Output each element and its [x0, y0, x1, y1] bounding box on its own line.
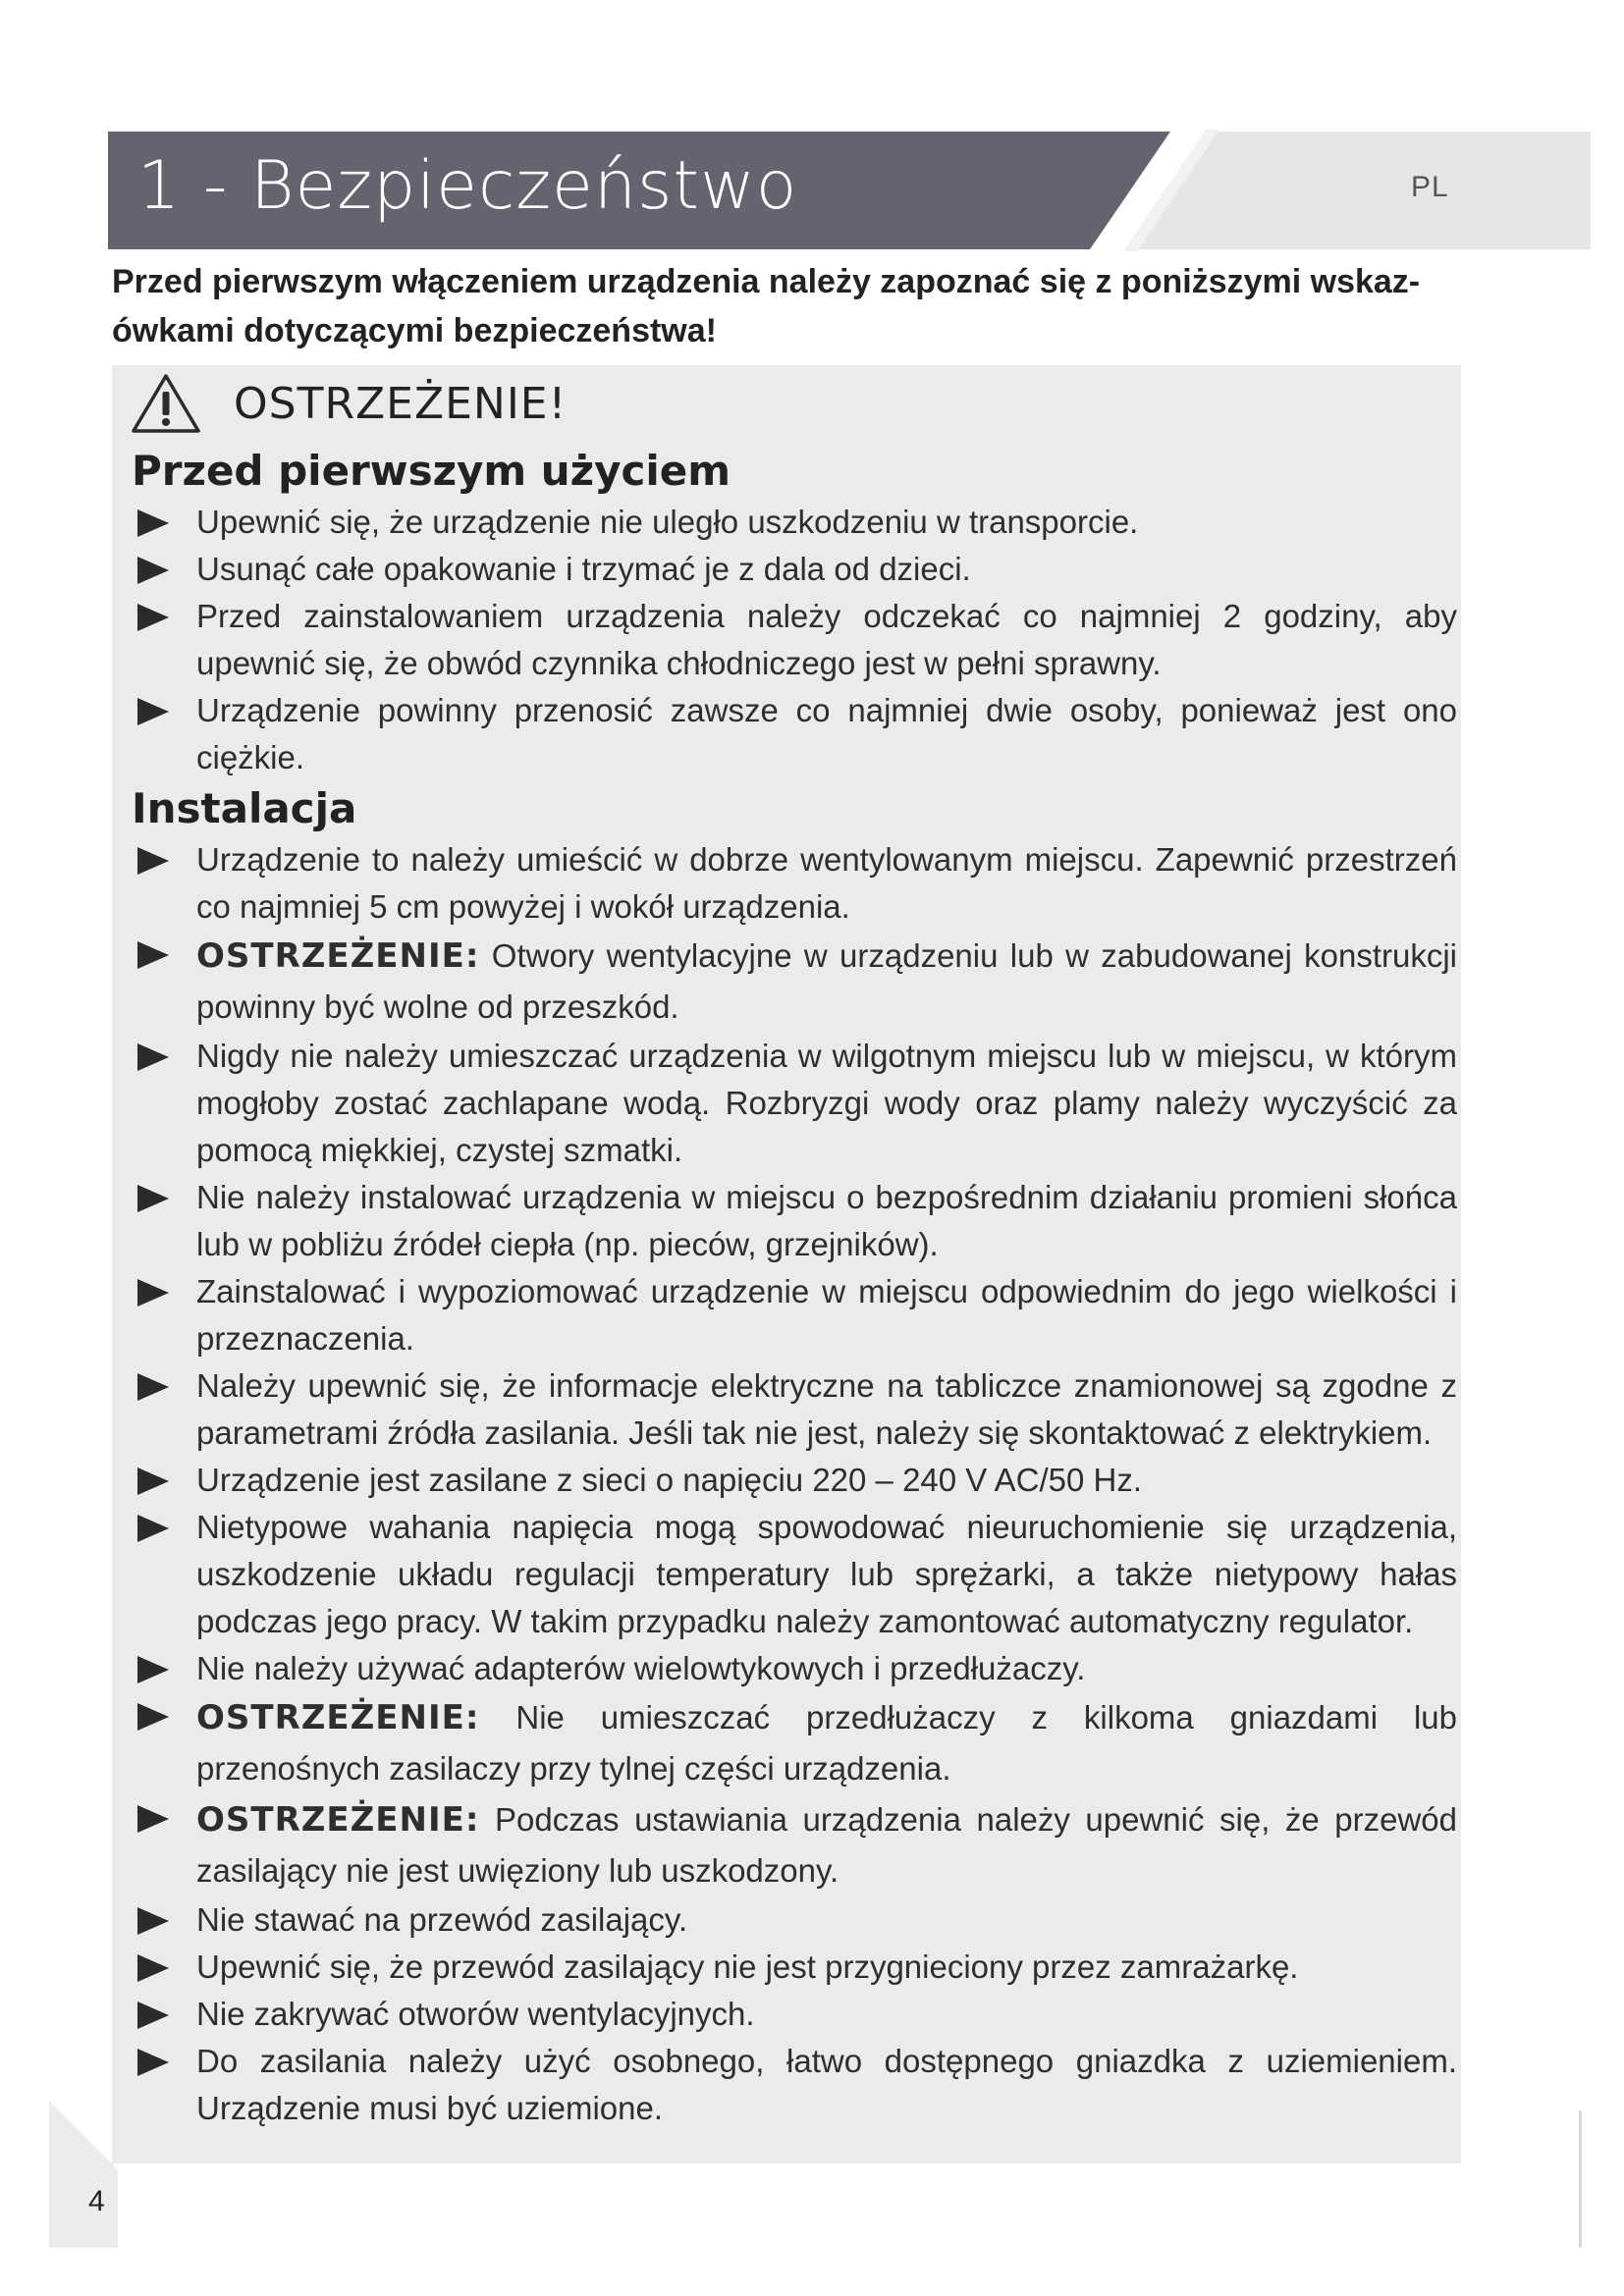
list-item	[132, 1504, 1457, 1645]
section-title-installation: Instalacja	[132, 784, 357, 832]
list-item	[132, 1457, 1457, 1504]
warning-label: OSTRZEŻENIE:	[196, 1800, 480, 1840]
item-text: Nie umieszczać przedłużaczy z kilkoma gniazdami lub przenośnych zasilaczy przy tylnej części urządzenia.	[196, 1699, 1458, 1787]
item-text: Nigdy nie należy umieszczać urządzenia w wilgotnym miejscu lub w miejscu, w którym mogłoby zostać zachlapane wodą. Rozbryzgi wody oraz plamy należy wyczyścić za pomocą miękkiej, czystej szmatki.	[196, 1038, 1457, 1168]
play-arrow-bullet-icon	[134, 1467, 171, 1496]
play-arrow-bullet-icon	[134, 1804, 171, 1834]
list-item-warning	[132, 1692, 1457, 1794]
item-text: Nie zakrywać otworów wentylacyjnych.	[196, 1996, 755, 2032]
list-item-warning	[132, 1794, 1457, 1896]
item-text: Otwory wentylacyjne w urządzeniu lub w zabudowanej konstrukcji powinny być wolne od przeszkód.	[196, 937, 1457, 1025]
item-text: Urządzenie jest zasilane z sieci o napięciu 220 – 240 V AC/50 Hz.	[196, 1462, 1143, 1498]
section-title-first-use: Przed pierwszym użyciem	[132, 447, 731, 495]
list-item-warning	[132, 931, 1457, 1033]
play-arrow-bullet-icon	[134, 1042, 171, 1072]
warning-header	[130, 371, 567, 436]
play-arrow-bullet-icon	[134, 697, 171, 726]
right-edge-rule	[1579, 2110, 1582, 2248]
list-item	[132, 1362, 1457, 1457]
list-item	[132, 499, 1457, 546]
item-text: Urządzenie to należy umieścić w dobrze wentylowanym miejscu. Zapewnić przestrzeń co najmniej 5 cm powyżej i wokół urządzenia.	[196, 841, 1457, 925]
play-arrow-bullet-icon	[134, 1702, 171, 1732]
intro-text: Przed pierwszym włączeniem urządzenia należy zapoznać się z poniższymi wskaz- ówkami dotyczącymi bezpieczeństwa!	[112, 263, 1421, 349]
list-item	[132, 1896, 1457, 1944]
language-code: PL	[1411, 171, 1449, 203]
warning-triangle-icon	[130, 372, 202, 435]
play-arrow-bullet-icon	[134, 1953, 171, 1983]
list-item	[132, 1268, 1457, 1362]
page-title: 1 - Bezpieczeństwo	[137, 147, 798, 225]
play-arrow-bullet-icon	[134, 1906, 171, 1936]
item-text: Podczas ustawiania urządzenia należy upewnić się, że przewód zasilający nie jest uwięziony lub uszkodzony.	[196, 1801, 1457, 1889]
item-text: Nie stawać na przewód zasilający.	[196, 1901, 688, 1938]
play-arrow-bullet-icon	[134, 508, 171, 538]
item-text: Nietypowe wahania napięcia mogą spowodować nieuruchomienie się urządzenia, uszkodzenie układu regulacji temperatury lub sprężarki, a także nietypowy hałas podczas jego pracy. W takim przypadku należy zamontować automatyczny regulator.	[196, 1509, 1457, 1639]
list-item	[132, 546, 1457, 593]
list-item	[132, 1944, 1457, 1991]
list-item	[132, 593, 1457, 687]
play-arrow-bullet-icon	[134, 2001, 171, 2030]
item-text: Należy upewnić się, że informacje elektryczne na tabliczce znamionowej są zgodne z parametrami źródła zasilania. Jeśli tak nie jest, należy się skontaktować z elektrykiem.	[196, 1367, 1457, 1451]
item-text: Nie należy instalować urządzenia w miejscu o bezpośrednim działaniu promieni słońca lub w pobliżu źródeł ciepła (np. pieców, grzejników).	[196, 1179, 1457, 1262]
page-corner-decoration	[49, 2101, 118, 2248]
first-use-list	[132, 499, 1457, 781]
item-text: Nie należy używać adapterów wielowtykowych i przedłużaczy.	[196, 1650, 1086, 1686]
list-item	[132, 1991, 1457, 2038]
play-arrow-bullet-icon	[134, 1372, 171, 1402]
item-text: Zainstalować i wypoziomować urządzenie w miejscu odpowiednim do jego wielkości i przeznaczenia.	[196, 1273, 1457, 1357]
play-arrow-bullet-icon	[134, 940, 171, 970]
list-item	[132, 1033, 1457, 1174]
page-number: 4	[88, 2185, 105, 2217]
item-text: Do zasilania należy użyć osobnego, łatwo dostępnego gniazdka z uziemieniem. Urządzenie musi być uziemione.	[196, 2043, 1457, 2126]
play-arrow-bullet-icon	[134, 556, 171, 585]
item-text: Upewnić się, że urządzenie nie uległo uszkodzeniu w transporcie.	[196, 504, 1139, 540]
item-text: Usunąć całe opakowanie i trzymać je z dala od dzieci.	[196, 551, 971, 587]
warning-panel	[112, 365, 1461, 2163]
item-text: Urządzenie powinny przenosić zawsze co najmniej dwie osoby, ponieważ jest ono ciężkie.	[196, 692, 1457, 775]
play-arrow-bullet-icon	[134, 846, 171, 876]
list-item	[132, 687, 1457, 781]
play-arrow-bullet-icon	[134, 1184, 171, 1213]
play-arrow-bullet-icon	[134, 1278, 171, 1308]
warning-label: OSTRZEŻENIE:	[196, 936, 480, 976]
play-arrow-bullet-icon	[134, 2048, 171, 2077]
play-arrow-bullet-icon	[134, 603, 171, 632]
list-item	[132, 1645, 1457, 1692]
list-item	[132, 836, 1457, 931]
play-arrow-bullet-icon	[134, 1514, 171, 1543]
installation-list	[132, 836, 1457, 2132]
safety-content	[132, 444, 1457, 2132]
item-text: Przed zainstalowaniem urządzenia należy odczekać co najmniej 2 godziny, aby upewnić się, że obwód czynnika chłodniczego jest w pełni sprawny.	[196, 598, 1457, 681]
item-text: Upewnić się, że przewód zasilający nie jest przygnieciony przez zamrażarkę.	[196, 1949, 1299, 1985]
warning-label: OSTRZEŻENIE:	[196, 1698, 480, 1737]
play-arrow-bullet-icon	[134, 1655, 171, 1684]
list-item	[132, 1174, 1457, 1268]
warning-title: OSTRZEŻENIE!	[234, 378, 568, 429]
list-item	[132, 2038, 1457, 2132]
header-band	[108, 130, 1591, 251]
